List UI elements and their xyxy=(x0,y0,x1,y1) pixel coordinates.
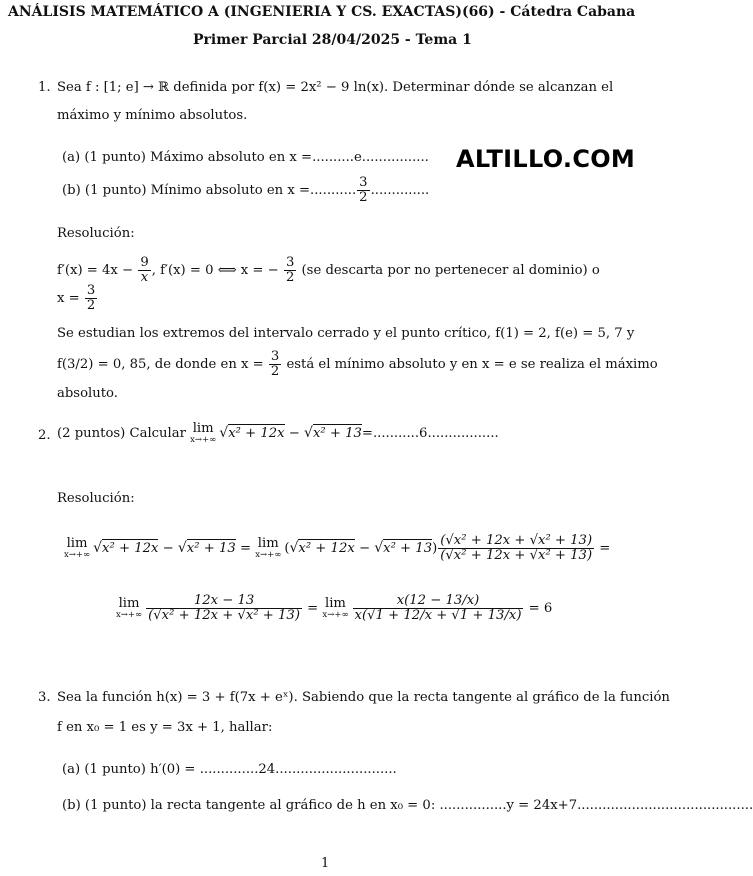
q2-equation-2: lim x→+∞ $\frac{12x - 13}{\text{(√x² + 12x + √x² + 13)}}$ = lim x→+∞ $\frac{x(12 - 13/x)}{x(√1 + 12/x + √1 + 13/x)}$ = 6 xyxy=(116,593,553,623)
fraction-denominator: x xyxy=(140,269,149,285)
lim-subscript: x→+∞ xyxy=(64,549,91,560)
q2-statement: (2 puntos) Calcular lim x→+∞ √x² + 12x − √x² + 13=...........6................. xyxy=(57,421,499,445)
q3-item-b-label: (b) (1 punto) la recta tangente al gráfico de h en x₀ = 0: xyxy=(62,798,436,813)
radicand-b: x² + 13 xyxy=(186,540,236,556)
q1-resolution-label: Resolución: xyxy=(57,226,135,241)
sqrt-symbol: √ xyxy=(177,539,187,556)
q1-item-b-dots-left: ........... xyxy=(310,182,357,198)
q3-item-b xyxy=(62,798,753,813)
q3-item-a-answer: ..............24............................. xyxy=(199,762,397,777)
q1-item-a-answer: ..........e................ xyxy=(312,150,429,165)
sqrt-symbol: √ xyxy=(219,424,229,441)
critical-point-equation: , f′(x) = 0 ⟺ x = − xyxy=(151,262,279,278)
sqrt-symbol: √ xyxy=(93,539,103,556)
fraction-3-over-2 xyxy=(85,284,97,313)
q1-number: 1. xyxy=(38,80,51,95)
lim-subscript: x→+∞ xyxy=(255,549,282,560)
q3-statement-line1: Sea la función h(x) = 3 + f(7x + eˣ). Sabiendo que la recta tangente al gráfico de la función xyxy=(57,690,670,705)
q3-item-a xyxy=(62,762,397,777)
fraction-3-over-2 xyxy=(284,256,296,285)
fraction-numerator: 3 xyxy=(86,283,96,298)
fraction-denominator: (√x² + 12x + √x² + 13) xyxy=(440,547,593,563)
q2-number: 2. xyxy=(38,428,51,443)
q1-item-a-label: (a) (1 punto) Máximo absoluto en x = xyxy=(62,150,313,165)
radicand-b: x² + 13 xyxy=(383,540,433,556)
discard-note: (se descarta por no pertenecer al dominio) o xyxy=(301,262,600,278)
q1-statement-line1: Sea f : [1; e] → ℝ definida por f(x) = 2x² − 9 ln(x). Determinar dónde se alcanzan el xyxy=(57,80,614,95)
evaluation-text: f(3/2) = 0, 85, de donde en x = xyxy=(57,356,264,372)
q3-item-b-answer: ................y = 24x+7.......................................... xyxy=(439,798,753,813)
q1-item-a xyxy=(62,150,429,165)
q1-item-b-fraction xyxy=(357,176,369,205)
q1-resolution-line3: Se estudian los extremos del intervalo cerrado y el punto crítico, f(1) = 2, f(e) = 5, 7 y xyxy=(57,326,635,341)
fraction-3-over-2 xyxy=(269,350,281,379)
fraction-denominator: 2 xyxy=(270,363,280,379)
lim-subscript: x→+∞ xyxy=(190,434,217,445)
fraction-numerator: 9 xyxy=(140,255,149,270)
document-title: ANÁLISIS MATEMÁTICO A (INGENIERIA Y CS. EXACTAS)(66) - Cátedra Cabana xyxy=(8,4,636,20)
sqrt-symbol: √ xyxy=(289,539,299,556)
q3-number: 3. xyxy=(38,690,51,705)
lim-word: lim xyxy=(324,595,346,611)
lim-word: lim xyxy=(66,535,88,551)
derivative-expression: f′(x) = 4x − xyxy=(57,262,134,278)
x-equals: x = xyxy=(57,290,80,306)
lim-word: lim xyxy=(257,535,279,551)
fraction-step-2 xyxy=(353,594,524,623)
sqrt-symbol: √ xyxy=(304,424,313,441)
fraction-denominator: x(√1 + 12/x + √1 + 13/x) xyxy=(354,607,522,623)
lim-subscript: x→+∞ xyxy=(322,609,349,620)
limit-operator xyxy=(322,597,348,620)
fraction-denominator: 2 xyxy=(86,297,96,313)
document-subtitle: Primer Parcial 28/04/2025 - Tema 1 xyxy=(193,32,472,48)
q3-item-a-label: (a) (1 punto) h′(0) = xyxy=(62,762,196,777)
limit-operator xyxy=(116,597,142,620)
conclusion-text: está el mínimo absoluto y en x = e se realiza el máximo xyxy=(286,356,658,372)
fraction-9-over-x xyxy=(138,256,150,285)
lim-word: lim xyxy=(118,595,140,611)
q1-resolution-line5: absoluto. xyxy=(57,386,118,401)
limit-operator xyxy=(64,537,90,560)
fraction-denominator: 2 xyxy=(285,269,295,285)
conjugate-fraction xyxy=(438,534,594,563)
q2-statement-text: (2 puntos) Calcular xyxy=(57,425,186,441)
q2-resolution-label: Resolución: xyxy=(57,491,135,506)
lim-subscript: x→+∞ xyxy=(116,609,143,620)
q1-resolution-line1 xyxy=(57,256,600,285)
fraction-numerator: 12x − 13 xyxy=(146,594,302,609)
q3-statement-line2: f en x₀ = 1 es y = 3x + 1, hallar: xyxy=(57,720,273,735)
limit-operator xyxy=(190,422,216,445)
q2-answer: =...........6................. xyxy=(361,425,499,441)
fraction-denominator: 2 xyxy=(359,189,368,205)
radicand-a: x² + 12x xyxy=(102,540,159,556)
fraction-numerator: (√x² + 12x + √x² + 13) xyxy=(440,533,593,548)
fraction-numerator: 3 xyxy=(285,255,295,270)
limit-result: = 6 xyxy=(528,600,553,616)
radicand-a: x² + 12x xyxy=(298,540,355,556)
q1-item-b xyxy=(62,176,429,205)
q1-resolution-line4 xyxy=(57,350,658,379)
limit-operator xyxy=(255,537,281,560)
page-number: 1 xyxy=(321,856,330,871)
radicand-a: x² + 12x xyxy=(228,425,285,441)
fraction-numerator: 3 xyxy=(270,349,280,364)
fraction-denominator: (√x² + 12x + √x² + 13) xyxy=(148,607,300,623)
q1-statement-line2: máximo y mínimo absolutos. xyxy=(57,108,248,123)
sqrt-symbol: √ xyxy=(374,539,384,556)
q1-item-b-label: (b) (1 punto) Mínimo absoluto en x = xyxy=(62,182,311,198)
lim-word: lim xyxy=(192,421,214,436)
radicand-b: x² + 13 xyxy=(312,425,362,441)
fraction-numerator: 3 xyxy=(359,175,368,190)
q1-resolution-line2 xyxy=(57,284,98,313)
altillo-watermark: ALTILLO.COM xyxy=(456,145,636,173)
q2-equation-1: lim x→+∞ √x² + 12x − √x² + 13 = lim x→+∞ (√x² + 12x − √x² + 13) $\frac{\text{(√x² + 12x + √x² + 13)}}{\text{(√x² + 12x + √x² + 13)}}$ = xyxy=(64,533,611,563)
fraction-step-1 xyxy=(146,594,302,623)
fraction-numerator: x(12 − 13/x) xyxy=(353,594,524,609)
q1-item-b-dots-right: .............. xyxy=(370,182,430,198)
